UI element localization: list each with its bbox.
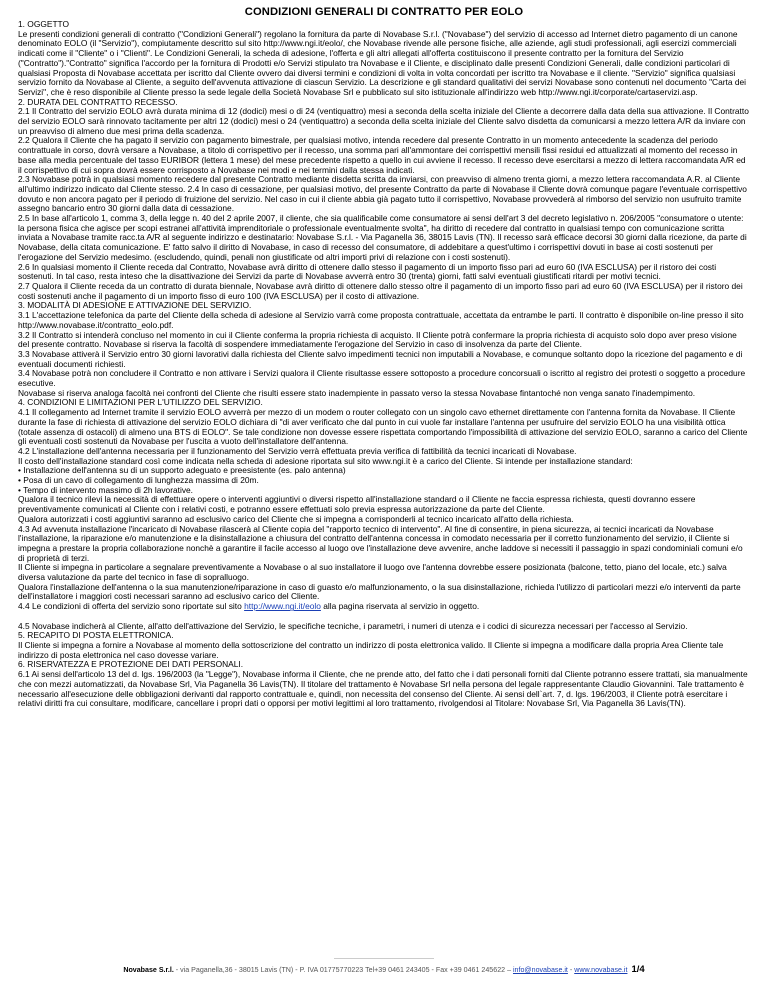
document-title: CONDIZIONI GENERALI DI CONTRATTO PER EOLO	[244, 6, 524, 18]
paragraph: Il Cliente si impegna in particolare a segnalare preventivamente a Novabase o al suo installatore il luogo ove l'antenna dovrebbe essere posizionata (balcone, tetto, piano del locale, etc.) salva diversa valutazione da parte del tecnico in fase di sopralluogo.	[18, 562, 727, 583]
paragraph: 2.5 In base all'articolo 1, comma 3, della legge n. 40 del 2 aprile 2007, il cliente, che sia qualificabile come consumatore ai sensi dell'art 3 del decreto legislativo n. 206/2005 "consumatore o utente: la persona fisica che agisce per scopi estranei all'attività imprenditoriale o professionale eventualmente svolta", ha diritto di recedere dal contratto in qualsiasi tempo con comunicazione scritta inviata a Novabase tramite racc.ta A/R al seguente indirizzo e destinatario: Novabase S.r.l. - Via Paganella 36, 38015 Lavis (TN). Il recesso sarà efficace decorsi 30 giorni dalla ricezione, da parte di Novabase, della citata comunicazione. E' fatto salvo il diritto di Novabase, in caso di recesso del consumatore, di addebitare a quest'ultimo i corrispettivi dovuti in base ai costi sostenuti per l'erogazione del Servizio medesimo. (escludendo, quindi, penali non giustificate od altri importi privi di relazione con i costi sostenuti).	[18, 213, 747, 262]
paragraph-text: alla pagina riservata al servizio in oggetto.	[320, 601, 480, 612]
paragraph: • Installazione dell'antenna su di un supporto adeguato e preesistente (es. palo antenna)	[18, 465, 346, 476]
paragraph: Qualora l'installazione dell'antenna o la sua manutenzione/riparazione in caso di guasto e/o malfunzionamento, o la sua disinstallazione, richieda l'utilizzo di particolari mezzi e/o interventi da parte dell'installatore i maggiori costi necessari saranno ad esclusivo carico del Cliente.	[18, 581, 741, 602]
paragraph: Le presenti condizioni generali di contratto ("Condizioni Generali") regolano la fornitura da parte di Novabase S.r.l. ("Novabase") del servizio di accesso ad Internet dietro pagamento di un canone denominato EOLO (il "Servizio"), compiutamente descritto sul sito http://www.ngi.it/eolo/, che Novabase rivende alle persone fisiche, alle aziende, agli studi professionali, agli esercizi commerciali indicati come il "Cliente" o i "Clienti". Le Condizioni Generali, la scheda di adesione, l'offerta e gli altri allegati all'offerta costituiscono il presente contratto per la fornitura del Servizio ("Contratto")."Contratto" significa l'accordo per la fornitura di Prodotti e/o Servizi stipulato tra Novabase e il Cliente, e disciplinato dalle presenti Condizioni Generali, dalle condizioni particolari di qualsiasi Proposta di Novabase accettata per iscritto dal Cliente ovvero dai diversi termini e condizioni di volta in volta concordati per iscritto tra Novabase e il cliente. "Servizio" significa qualsiasi servizio fornito da Novabase al Cliente, a seguito dell'avvenuta attivazione di ciascun Servizio. La descrizione e gli standard qualitativi dei servizi Novabase sono contenuti nel documento "Carta dei Servizi", che è reso disponibile al Cliente presso la sede legale della Società Novabase Srl e pubblicato sul sito istituzionale all'indirizzo web http://www.ngi.it/corporate/cartaservizi.asp.	[18, 28, 747, 97]
page-number: 1/4	[631, 964, 645, 975]
paragraph: 4.1 Il collegamento ad Internet tramite il servizio EOLO avverrà per mezzo di un modem o router collegato con un singolo cavo ethernet direttamente con l'antenna fornita da Novabase. Il Cliente durante la fase di richiesta di attivazione del servizio EOLO dichiara di "di aver verificato che dal punto in cui vuole far installare l'antenna per usufruire del servizio EOLO ha una visibilità ottica (totale assenza di ostacoli) di almeno una BTS di EOLO". Se tale condizione non dovesse essere rispettata comportando l'impossibilità di attivazione del servizio EOLO, saranno a carico del Cliente gli eventuali costi sostenuti da Novabase per l'uscita a vuoto dell'installatore dell'antenna.	[18, 407, 748, 447]
paragraph: • Tempo di intervento massimo di 2h lavorative.	[18, 484, 194, 495]
footer-divider	[334, 958, 434, 959]
paragraph: 3.4 Novabase potrà non concludere il Contratto e non attivare i Servizi qualora il Cliente risultasse essere sottoposto a procedure concorsuali o iscritto al registro dei protesti o soggetto a procedure esecutive.	[18, 368, 746, 389]
paragraph: 4.2 L'installazione dell'antenna necessaria per il funzionamento del Servizio verrà effettuata previa verifica di fattibilità da tecnici incaricati di Novabase.	[18, 445, 577, 456]
paragraph: 2.2 Qualora il Cliente che ha pagato il servizio con pagamento bimestrale, per qualsiasi motivo, intenda recedere dal presente Contratto in un momento antecedente la scadenza del periodo contrattuale in corso, dovrà versare a Novabase, a titolo di corrispettivo per il recesso, una somma pari all'ammontare dei corrispettivi mensili fissi residui ed attualizzati al momento del recesso in base alla media percentuale del tasso EURIBOR (lettera 1 mese) del mese precedente rispetto a quello in cui avviene il recesso. Il recesso deve esercitarsi a mezzo di lettera raccomandata A/R ed il corrispettivo di cui sopra dovrà essere corrisposto a Novabase nei modi e nei termini dalla stessa indicati.	[18, 135, 746, 175]
section-heading: 3. MODALITÀ DI ADESIONE E ATTIVAZIONE DEL SERVIZIO.	[18, 300, 252, 311]
paragraph: 2.3 Novabase potrà in qualsiasi momento recedere dal presente Contratto mediante disdetta scritta da inviarsi, con preavviso di almeno trenta giorni, a mezzo lettera raccomandata A.R. al Cliente all'ultimo indirizzo indicato dal Cliente stesso. 2.4 In caso di cessazione, per qualsiasi motivo, del presente Contratto da parte di Novabase il Cliente dovrà comunque pagare l'eventuale corrispettivo dovuto e non ancora pagato per il periodo di fruizione del servizio. Nel caso in cui il cliente abbia già pagato tutto il corrispettivo, Novabase provvederà al rimborso del servizio non usufruito tramite assegno bancario entro 30 giorni dalla data di cessazione.	[18, 174, 747, 214]
footer-separator: -	[567, 966, 575, 974]
paragraph: 3.1 L'accettazione telefonica da parte del Cliente della scheda di adesione al Servizio varrà come proposta contrattuale, accettata da entrambe le parti. Il contratto è disponibile on-line presso il sito http://www.novabase.it/contratto_eolo.pdf.	[18, 310, 744, 330]
eolo-offer-link[interactable]: http://www.ngi.it/eolo	[244, 601, 321, 612]
section-heading: 4. CONDIZIONI E LIMITAZIONI PER L'UTILIZZO DEL SERVIZIO.	[18, 397, 263, 408]
section-heading: 6. RISERVATEZZA E PROTEZIONE DEI DATI PERSONALI.	[18, 659, 244, 670]
paragraph: 4.5 Novabase indicherà al Cliente, all'atto dell'attivazione del Servizio, le specifiche tecniche, i parametri, i numeri di utenza e i codici di sicurezza necessari per l'accesso al Servizio.	[18, 620, 688, 631]
paragraph: Il costo dell'installazione standard così come indicata nella scheda di adesione riportata sul sito www.ngi.it è a carico del Cliente. Si intende per installazione standard:	[18, 455, 633, 466]
paragraph-text: 4.4 Le condizioni di offerta del servizio sono riportate sul sito	[18, 601, 245, 612]
page-footer	[0, 964, 768, 975]
paragraph: 6.1 Ai sensi dell'articolo 13 del d. lgs. 196/2003 (la "Legge"), Novabase informa il Cliente, che ne prende atto, del fatto che i dati personali forniti dal Cliente potranno essere trattati, sia manualmente che con mezzi automatizzati, da Novabase Srl, Via Paganella 36 Lavis(TN). Il titolare del trattamento è Novabase Srl nella persona del legale rappresentante Claudio Giovannini. Tale trattamento è necessario all'esecuzione delle obbligazioni derivanti dal rapporto contrattuale e, quindi, non necessita del consenso del Cliente. Ai sensi dell`art. 7, d. lgs. 196/2003, il Cliente potrà esercitare i relativi diritti fra cui consultare, modificare, cancellare i propri dati o opporsi per motivi legittimi al loro trattamento, rivolgendosi al Titolare: Novabase Srl, Via Paganella 36 Lavis(TN).	[18, 669, 748, 709]
footer-email-link[interactable]: info@novabase.it	[512, 966, 568, 974]
paragraph: 4.3 Ad avvenuta installazione l'incaricato di Novabase rilascerà al Cliente copia del "rapporto tecnico di intervento". Al fine di consentire, in piena sicurezza, ai tecnici incaricati da Novabase l'installazione, la riparazione e/o manutenzione e la disinstallazione a chiusura del contratto dell'antenna concessa in comodato necessaria per il corretto funzionamento del servizio, il Cliente si impegna a prestare la propria collaborazione nonchè a garantire il facile accesso al luogo ove l'installazione deve avvenire, anche laddove si necessiti il passaggio in spazi condominiali comuni e/o di proprietà di terzi.	[18, 523, 743, 563]
paragraph: Novabase si riserva analoga facoltà nei confronti del Cliente che risulti essere stato inadempiente in passato verso la stessa Novabase fintantoché non venga sanato l'inadempimento.	[18, 387, 696, 398]
paragraph: 2.1 Il Contratto del servizio EOLO avrà durata minima di 12 (dodici) mesi o di 24 (ventiquattro) mesi a seconda della scelta iniziale del Cliente a decorrere dalla data della sua attivazione. Il Contratto del servizio EOLO sarà rinnovato tacitamente per altri 12 (dodici) mesi o 24 (ventiquattro) a seconda della scelta iniziale del Cliente salvo disdetta da comunicarsi a mezzo lettera A/R da inviare con un preavviso di almeno due mesi prima della scadenza.	[18, 106, 749, 136]
paragraph: 3.3 Novabase attiverà il Servizio entro 30 giorni lavorativi dalla richiesta del Cliente salvo impedimenti tecnici non imputabili a Novabase, e comunque soltanto dopo la ricezione del pagamento e di eventuali documenti richiesti.	[18, 348, 743, 369]
footer-company: Novabase S.r.l.	[123, 966, 174, 974]
paragraph: • Posa di un cavo di collegamento di lunghezza massima di 20m.	[18, 475, 259, 486]
paragraph: Qualora autorizzati i costi aggiuntivi saranno ad esclusivo carico del Cliente che si impegna a corrisponderli al tecnico incaricato all'atto della richiesta.	[18, 513, 574, 524]
document-body	[18, 20, 750, 709]
footer-address: - via Paganella,36 - 38015 Lavis (TN) - P. IVA 01775770223 Tel+39 0461 243405 - Fax +39 0461 245622 –	[173, 966, 513, 974]
footer-website-link[interactable]: www.novabase.it	[574, 966, 628, 974]
paragraph: 2.7 Qualora il Cliente receda da un contratto di durata biennale, Novabase avrà diritto di ottenere dallo stesso oltre il pagamento di un importo fisso pari ad euro 60 (IVA ESCLUSA) per il ristoro dei costi sostenuti anche il pagamento di un importo fisso di euro 100 (IVA ESCLUSA) per il costo di attivazione.	[18, 280, 743, 301]
paragraph: Il Cliente si impegna a fornire a Novabase al momento della sottoscrizione del contratto un indirizzo di posta elettronica valido. Il Cliente si impegna a modificare dalla propria Area Cliente tale indirizzo di posta elettronica nel caso dovesse variare.	[18, 639, 724, 660]
paragraph: 3.2 Il Contratto si intenderà concluso nel momento in cui il Cliente conferma la propria richiesta di acquisto. Il Cliente potrà confermare la propria richiesta di acquisto solo dopo aver preso visione del presente contratto. Novabase si riserva la facoltà di sospendere immediatamente l'erogazione del Servizio in caso di insolvenza da parte del Cliente.	[18, 329, 737, 350]
paragraph-with-link	[18, 602, 750, 612]
section-heading: 5. RECAPITO DI POSTA ELETTRONICA.	[18, 630, 174, 641]
paragraph: 2.6 In qualsiasi momento il Cliente receda dal Contratto, Novabase avrà diritto di ottenere dallo stesso il pagamento di un importo fisso pari ad euro 60 (IVA ESCLUSA) per il ristoro dei costi sostenuti. In tal caso, resta inteso che la disattivazione dei Servizi da parte di Novabase avverrà entro 30 (trenta) giorni, fatti salvi eventuali giustificati ritardi per motivi tecnici.	[18, 261, 717, 282]
paragraph: Qualora il tecnico rilevi la necessità di effettuare opere o interventi aggiuntivi o diversi rispetto all'installazione standard o il Cliente ne faccia espressa richiesta, questi dovranno essere preventivamente comunicati al Cliente con i relativi costi, e potranno essere effettuati solo previa espressa autorizzazione da parte del Cliente.	[18, 494, 696, 515]
section-heading: 2. DURATA DEL CONTRATTO RECESSO.	[18, 96, 178, 107]
section-heading: 1. OGGETTO	[18, 19, 70, 29]
